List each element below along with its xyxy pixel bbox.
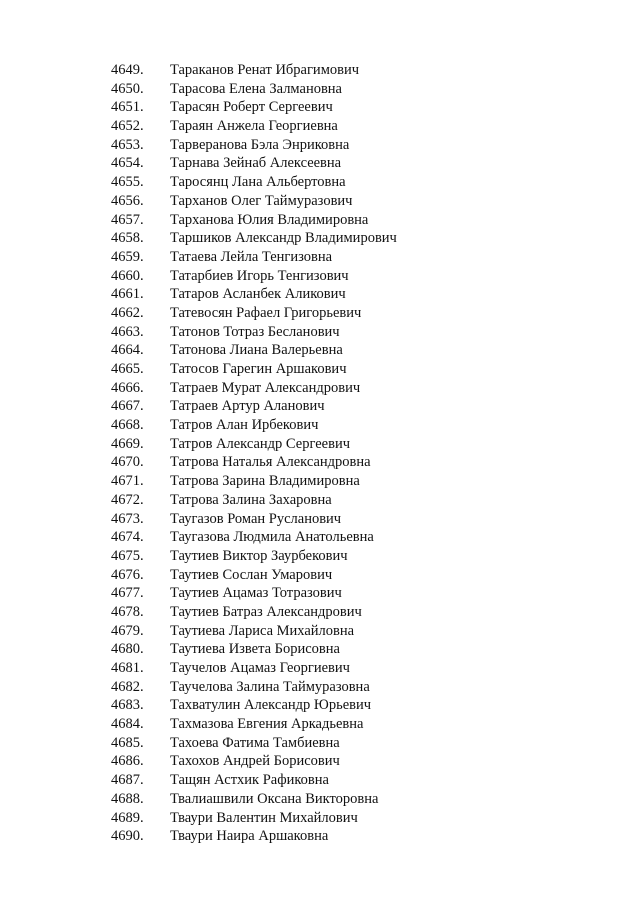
list-item <box>0 566 640 585</box>
list-item <box>0 827 640 846</box>
entry-number: 4658. <box>111 230 144 247</box>
entry-number: 4650. <box>111 80 144 97</box>
entry-full-name: Татрова Наталья Александровна <box>170 454 371 471</box>
list-item <box>0 603 640 622</box>
entry-number: 4688. <box>111 790 144 807</box>
list-item <box>0 285 640 304</box>
list-item <box>0 80 640 99</box>
entry-full-name: Татраев Артур Аланович <box>170 398 325 415</box>
entry-number: 4672. <box>111 491 144 508</box>
entry-full-name: Татраев Мурат Александрович <box>170 379 361 396</box>
entry-full-name: Тахватулин Александр Юрьевич <box>170 697 372 714</box>
entry-full-name: Тараканов Ренат Ибрагимович <box>170 62 360 78</box>
list-item <box>0 809 640 828</box>
entry-number: 4687. <box>111 772 144 789</box>
entry-full-name: Тащян Астхик Рафиковна <box>170 772 329 789</box>
list-item <box>0 752 640 771</box>
list-item <box>0 267 640 286</box>
entry-full-name: Тарверанова Бэла Энриковна <box>170 136 350 153</box>
entry-full-name: Таучелов Ацамаз Георгиевич <box>170 660 350 676</box>
entry-full-name: Татрова Зарина Владимировна <box>170 473 360 490</box>
entry-full-name: Тваури Наира Аршаковна <box>170 828 329 845</box>
entry-number: 4683. <box>111 697 144 714</box>
entry-number: 4663. <box>111 323 144 340</box>
entry-number: 4685. <box>111 734 144 751</box>
entry-full-name: Таутиева Извета Борисовна <box>170 641 340 658</box>
entry-full-name: Татров Александр Сергеевич <box>170 435 350 452</box>
entry-number: 4679. <box>111 622 144 639</box>
entry-number: 4660. <box>111 267 144 284</box>
entry-number: 4673. <box>111 510 144 527</box>
list-item <box>0 696 640 715</box>
entry-number: 4669. <box>111 435 144 452</box>
entry-number: 4686. <box>111 753 144 770</box>
entry-full-name: Тарнава Зейнаб Алексеевна <box>170 155 342 172</box>
entry-number: 4667. <box>111 398 144 415</box>
list-item <box>0 435 640 454</box>
list-item <box>0 790 640 809</box>
list-item <box>0 491 640 510</box>
entry-number: 4671. <box>111 473 144 490</box>
entry-number: 4656. <box>111 192 144 209</box>
entry-number: 4657. <box>111 211 144 228</box>
entry-number: 4655. <box>111 174 144 191</box>
list-item <box>0 416 640 435</box>
entry-full-name: Татонова Лиана Валерьевна <box>170 342 343 359</box>
list-item <box>0 304 640 323</box>
entry-number: 4682. <box>111 678 144 695</box>
entry-number: 4680. <box>111 641 144 658</box>
entry-full-name: Тарханова Юлия Владимировна <box>170 211 369 228</box>
list-item <box>0 117 640 136</box>
entry-number: 4659. <box>111 248 144 265</box>
entry-full-name: Таршиков Александр Владимирович <box>170 230 397 247</box>
list-item <box>0 341 640 360</box>
entry-full-name: Таутиев Виктор Заурбекович <box>170 547 348 564</box>
entry-full-name: Твалиашвили Оксана Викторовна <box>170 790 379 807</box>
entry-number: 4684. <box>111 716 144 733</box>
list-item <box>0 622 640 641</box>
entry-full-name: Тахоева Фатима Тамбиевна <box>170 734 340 751</box>
list-item <box>0 547 640 566</box>
entry-full-name: Татров Алан Ирбекович <box>170 417 319 434</box>
list-item <box>0 211 640 230</box>
entry-full-name: Таучелова Залина Таймуразовна <box>170 678 370 695</box>
entry-number: 4668. <box>111 417 144 434</box>
list-item <box>0 472 640 491</box>
entry-number: 4651. <box>111 99 144 116</box>
entry-number: 4681. <box>111 660 144 676</box>
list-item <box>0 173 640 192</box>
entry-number: 4665. <box>111 361 144 377</box>
entry-number: 4670. <box>111 454 144 471</box>
entry-full-name: Тваури Валентин Михайлович <box>170 809 358 826</box>
entry-full-name: Татарбиев Игорь Тенгизович <box>170 267 349 284</box>
entry-number: 4666. <box>111 379 144 396</box>
list-item <box>0 397 640 416</box>
list-item <box>0 453 640 472</box>
list-item <box>0 528 640 547</box>
entry-number: 4649. <box>111 62 144 78</box>
entry-full-name: Тарасян Роберт Сергеевич <box>170 99 333 116</box>
entry-number: 4675. <box>111 547 144 564</box>
entry-full-name: Тарханов Олег Таймуразович <box>170 192 353 209</box>
list-item <box>0 584 640 603</box>
numbered-name-list <box>0 61 640 846</box>
list-item <box>0 229 640 248</box>
entry-full-name: Таутиев Сослан Умарович <box>170 566 333 583</box>
list-item <box>0 98 640 117</box>
entry-number: 4662. <box>111 304 144 321</box>
entry-full-name: Татаров Асланбек Аликович <box>170 286 346 303</box>
entry-full-name: Таутиева Лариса Михайловна <box>170 622 355 639</box>
entry-number: 4678. <box>111 603 144 620</box>
list-item <box>0 379 640 398</box>
entry-full-name: Тараян Анжела Георгиевна <box>170 118 338 135</box>
entry-number: 4653. <box>111 136 144 153</box>
entry-number: 4654. <box>111 155 144 172</box>
list-item <box>0 61 640 80</box>
list-item <box>0 771 640 790</box>
list-item <box>0 659 640 678</box>
entry-number: 4677. <box>111 585 144 602</box>
list-item <box>0 640 640 659</box>
entry-full-name: Таугазова Людмила Анатольевна <box>170 529 374 546</box>
entry-number: 4661. <box>111 286 144 303</box>
list-item <box>0 248 640 267</box>
entry-number: 4676. <box>111 566 144 583</box>
entry-number: 4690. <box>111 828 144 845</box>
entry-full-name: Татевосян Рафаел Григорьевич <box>170 304 362 321</box>
entry-full-name: Тахмазова Евгения Аркадьевна <box>170 716 364 733</box>
entry-full-name: Тарасова Елена Залмановна <box>170 80 342 97</box>
list-item <box>0 136 640 155</box>
list-item <box>0 323 640 342</box>
entry-full-name: Таутиев Батраз Александрович <box>170 603 362 620</box>
list-item <box>0 734 640 753</box>
entry-full-name: Таросянц Лана Альбертовна <box>170 174 346 191</box>
entry-full-name: Татаева Лейла Тенгизовна <box>170 248 333 265</box>
list-item <box>0 510 640 529</box>
entry-full-name: Татосов Гарегин Аршакович <box>170 361 347 377</box>
list-item <box>0 192 640 211</box>
entry-full-name: Тахохов Андрей Борисович <box>170 753 340 770</box>
list-item <box>0 678 640 697</box>
list-item <box>0 360 640 379</box>
list-item <box>0 154 640 173</box>
entry-number: 4689. <box>111 809 144 826</box>
entry-number: 4664. <box>111 342 144 359</box>
entry-full-name: Татрова Залина Захаровна <box>170 491 332 508</box>
entry-full-name: Таутиев Ацамаз Тотразович <box>170 585 342 602</box>
entry-full-name: Таугазов Роман Русланович <box>170 510 342 527</box>
list-item <box>0 715 640 734</box>
entry-number: 4652. <box>111 118 144 135</box>
entry-full-name: Татонов Тотраз Беcланович <box>170 323 340 340</box>
entry-number: 4674. <box>111 529 144 546</box>
